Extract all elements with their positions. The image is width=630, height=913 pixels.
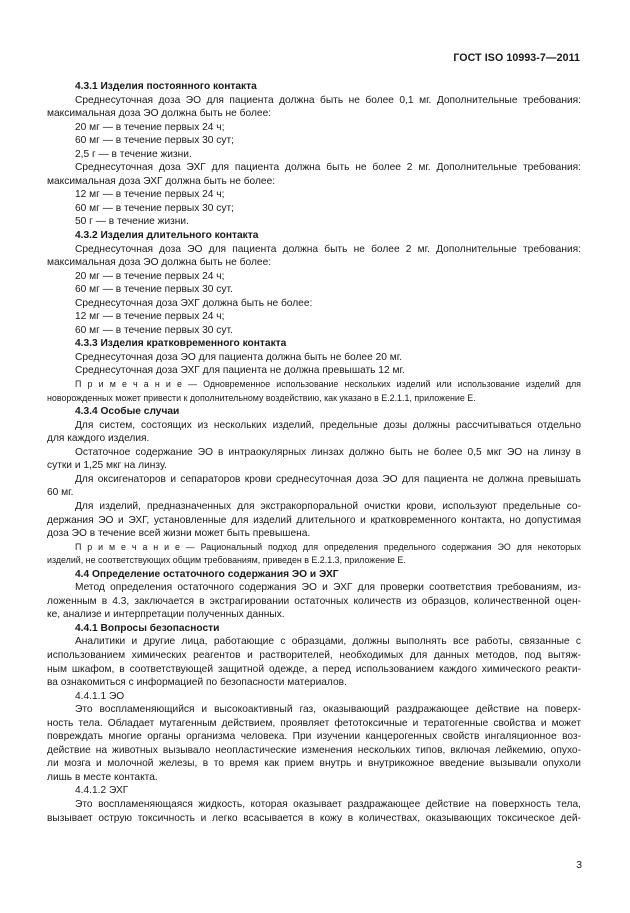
note-line: новорожденных может привести к дополнительному воздействию, как указано в Е.2.1.1, приложение Е. <box>47 392 476 403</box>
paragraph-line: Остаточное содержание ЭО в интраокулярных линзах должно быть не более 0,5 мкг ЭО на линзу в <box>75 446 581 458</box>
paragraph-line: Это воспламеняющийся и высокоактивный газ, оказывающий раздражающее действие на поверх- <box>75 704 581 716</box>
limit-line: 60 мг — в течение первых 30 сут; <box>75 202 234 214</box>
heading-4-3-1: 4.3.1 Изделия постоянного контакта <box>75 81 257 92</box>
paragraph-line: Среднесуточная доза ЭХГ для пациента не должна превышать 12 мг. <box>75 365 405 377</box>
paragraph-line: для каждого изделия. <box>47 433 150 445</box>
paragraph-line: Аналитики и другие лица, работающие с образцами, должны выполнять все работы, связанные с <box>75 636 581 648</box>
paragraph-line: Среднесуточная доза ЭО для пациента должна быть не более 2 мг. Дополнительные требования: <box>75 243 581 255</box>
limit-line: 60 мг — в течение первых 30 сут. <box>75 324 233 336</box>
heading-4-3-2: 4.3.2 Изделия длительного контакта <box>75 230 259 242</box>
page-number: 3 <box>576 860 582 871</box>
document-body <box>47 80 581 825</box>
paragraph-line: Среднесуточная доза ЭХГ должна быть не более: <box>75 297 313 309</box>
paragraph-line: сутки и 1,25 мкг на линзу. <box>47 460 167 472</box>
heading-4-4-1-2: 4.4.1.2 ЭХГ <box>75 785 129 797</box>
paragraph-line: ва ознакомиться с информацией по безопасности материалов. <box>47 677 347 689</box>
paragraph-line: максимальная доза ЭО должна быть не более: <box>47 257 272 269</box>
paragraph-line: ке, анализе и интерпретации полученных данных. <box>47 609 285 621</box>
paragraph-line: Это воспламеняющаяся жидкость, которая оказывает раздражающее действие на поверхность тела, <box>75 798 581 810</box>
paragraph-line: доза ЭО в течение всей жизни может быть превышена. <box>47 528 311 540</box>
limit-line: 2,5 г — в течение жизни. <box>75 148 192 160</box>
heading-4-4-1: 4.4.1 Вопросы безопасности <box>75 622 220 634</box>
paragraph-line: действие на животных вызывало неопластические изменения нескольких типов, включая лейкемию, опухо- <box>47 744 581 756</box>
heading-4-4-1-1: 4.4.1.1 ЭО <box>75 690 125 702</box>
paragraph-line: ность тела. Обладает мутагенным действием, проявляет фетотоксичные и тератогенные свойства и может <box>47 717 581 729</box>
limit-line: 20 мг — в течение первых 24 ч; <box>75 270 225 282</box>
paragraph-line: Для оксигенаторов и сепараторов крови среднесуточная доза ЭО для пациента не должна превышать <box>75 473 581 485</box>
standard-header: ГОСТ ISO 10993-7—2011 <box>453 52 580 64</box>
note-line: П р и м е ч а н и е — Рациональный подход для определения предельного содержания ЭО для некоторых <box>75 541 581 552</box>
heading-4-3-4: 4.3.4 Особые случаи <box>75 406 180 418</box>
limit-line: 60 мг — в течение первых 30 сут; <box>75 135 234 147</box>
paragraph-line: Среднесуточная доза ЭО для пациента должна быть не более 0,1 мг. Дополнительные требования: <box>75 94 581 106</box>
limit-line: 50 г — в течение жизни. <box>75 216 189 228</box>
heading-4-3-3: 4.3.3 Изделия кратковременного контакта <box>75 338 287 350</box>
paragraph-line: держания ЭО и ЭХГ, установленные для изделий длительного и кратковременного контакта, но допустимая <box>47 514 581 526</box>
paragraph-line: Для изделий, предназначенных для экстракорпоральной очистки крови, используют предельные со- <box>75 500 581 512</box>
limit-line: 12 мг — в течение первых 24 ч; <box>75 311 225 323</box>
paragraph-line: 60 мг. <box>47 487 74 499</box>
paragraph-line: Для систем, состоящих из нескольких изделий, предельные дозы должны рассчитываться отдельно <box>75 419 581 431</box>
paragraph-line: максимальная доза ЭХГ должна быть не более: <box>47 175 276 187</box>
paragraph-line: ложенным в 4.3, заключается в экстрагировании остаточных количеств из образцов, количественной оцен- <box>47 595 581 607</box>
paragraph-line: Метод определения остаточного содержания ЭО и ЭХГ для проверки соответствия требованиям, из- <box>75 582 581 594</box>
paragraph-line: повреждать многие органы организма человека. При изучении канцерогенных свойств ингаляционное воз- <box>47 731 581 743</box>
paragraph-line: вызывает острую токсичность и легко всасывается в кожу в количествах, оказывающих токсическое дей- <box>47 812 581 824</box>
heading-4-4: 4.4 Определение остаточного содержания ЭО и ЭХГ <box>75 568 339 580</box>
paragraph-line: Среднесуточная доза ЭО для пациента должна быть не более 20 мг. <box>75 351 403 363</box>
limit-line: 12 мг — в течение первых 24 ч; <box>75 189 225 201</box>
paragraph-line: лишь в месте контакта. <box>47 771 158 783</box>
paragraph-line: ли мозга и молочной железы, в то время как прием внутрь и внутрикожное введение вызывали опухоли <box>47 758 581 770</box>
note-line: изделий, не соответствующих общим требованиям, приведен в Е.2.1.3, приложение Е. <box>47 555 406 566</box>
paragraph-line: ным шкафом, в соответствующей защитной одежде, а перед использованием каждого химического реакти- <box>47 663 581 675</box>
paragraph-line: Среднесуточная доза ЭХГ для пациента должна быть не более 2 мг. Дополнительные требования: <box>75 162 581 174</box>
limit-line: 60 мг — в течение первых 30 сут. <box>75 284 233 296</box>
paragraph-line: использованием химических реагентов и растворителей, необходимых для данных методов, под вытяж- <box>47 649 581 661</box>
paragraph-line: максимальная доза ЭО должна быть не более: <box>47 108 272 120</box>
note-line: П р и м е ч а н и е — Одновременное использование нескольких изделий или использование изделий для <box>75 379 581 390</box>
limit-line: 20 мг — в течение первых 24 ч; <box>75 121 225 133</box>
